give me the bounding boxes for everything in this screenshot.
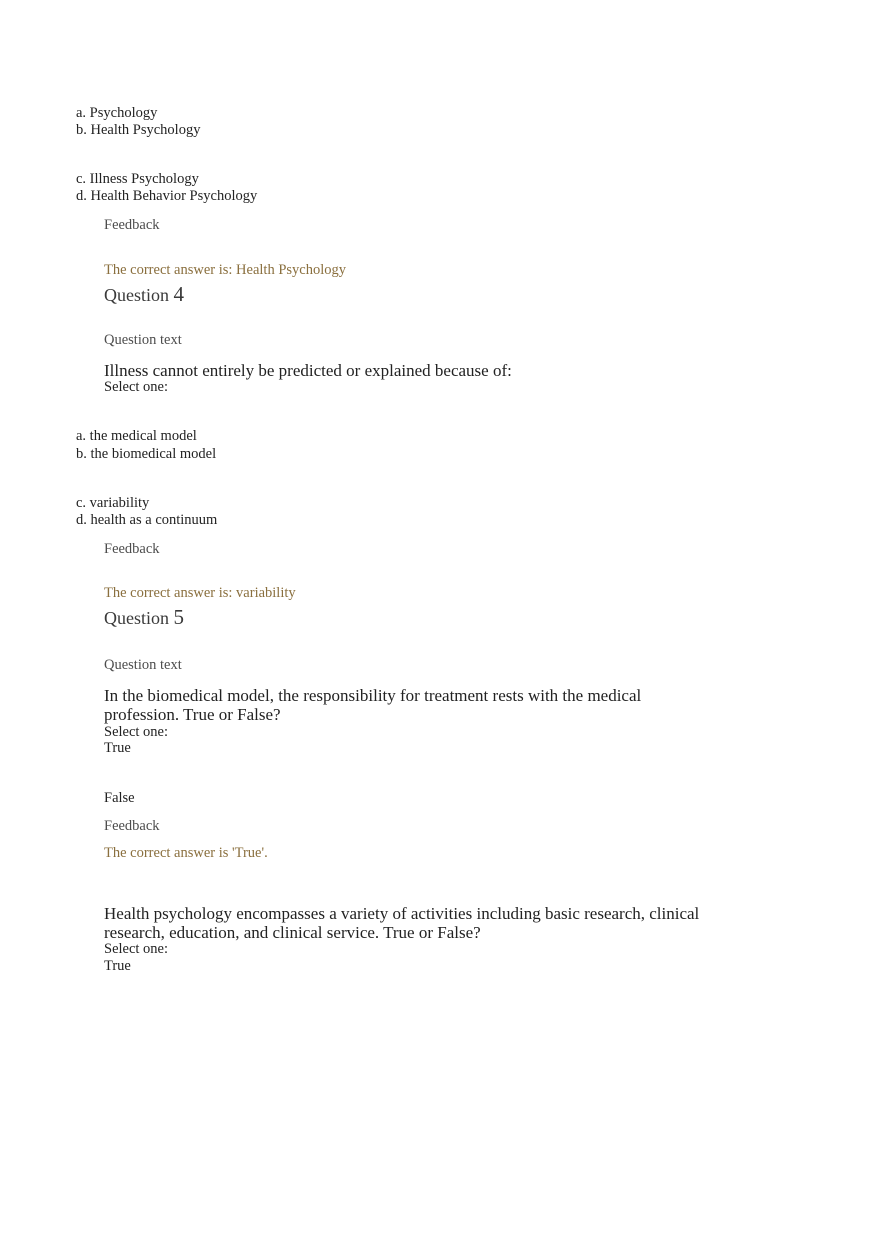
q3-option-a[interactable]: a. Psychology bbox=[76, 105, 158, 121]
q4-correct-answer: The correct answer is: variability bbox=[104, 585, 296, 601]
q3-feedback-label: Feedback bbox=[104, 217, 160, 233]
q5-heading-word: Question bbox=[104, 608, 169, 628]
q4-feedback-label: Feedback bbox=[104, 541, 160, 557]
q3-option-b[interactable]: b. Health Psychology bbox=[76, 122, 201, 138]
q5-heading-number: 5 bbox=[173, 605, 184, 629]
q5-question-text-label: Question text bbox=[104, 657, 182, 673]
q6-option-true[interactable]: True bbox=[104, 958, 131, 974]
q6-question-line-2: research, education, and clinical service. True or False? bbox=[104, 923, 481, 942]
q5-feedback-label: Feedback bbox=[104, 818, 160, 834]
q4-option-a[interactable]: a. the medical model bbox=[76, 428, 197, 444]
q5-correct-answer: The correct answer is 'True'. bbox=[104, 845, 268, 861]
q4-option-d[interactable]: d. health as a continuum bbox=[76, 512, 218, 528]
q5-question-line-2: profession. True or False? bbox=[104, 705, 281, 724]
q4-heading bbox=[104, 284, 184, 305]
q3-correct-answer: The correct answer is: Health Psychology bbox=[104, 262, 346, 278]
q6-select-one: Select one: bbox=[104, 941, 169, 957]
q4-question: Illness cannot entirely be predicted or explained because of: bbox=[104, 361, 512, 380]
q4-option-b[interactable]: b. the biomedical model bbox=[76, 446, 217, 462]
q5-option-false[interactable]: False bbox=[104, 790, 135, 806]
q4-option-c[interactable]: c. variability bbox=[76, 495, 150, 511]
q3-option-d[interactable]: d. Health Behavior Psychology bbox=[76, 188, 258, 204]
q4-heading-number: 4 bbox=[173, 282, 184, 306]
q3-option-c[interactable]: c. Illness Psychology bbox=[76, 171, 199, 187]
q4-question-text-label: Question text bbox=[104, 332, 182, 348]
q5-select-one: Select one: bbox=[104, 724, 169, 740]
q5-heading bbox=[104, 607, 184, 628]
q6-question-line-1: Health psychology encompasses a variety of activities including basic research, clinical bbox=[104, 904, 700, 923]
q4-heading-word: Question bbox=[104, 285, 169, 305]
q4-select-one: Select one: bbox=[104, 379, 169, 395]
q5-question-line-1: In the biomedical model, the responsibility for treatment rests with the medical bbox=[104, 686, 642, 705]
q5-option-true[interactable]: True bbox=[104, 740, 131, 756]
